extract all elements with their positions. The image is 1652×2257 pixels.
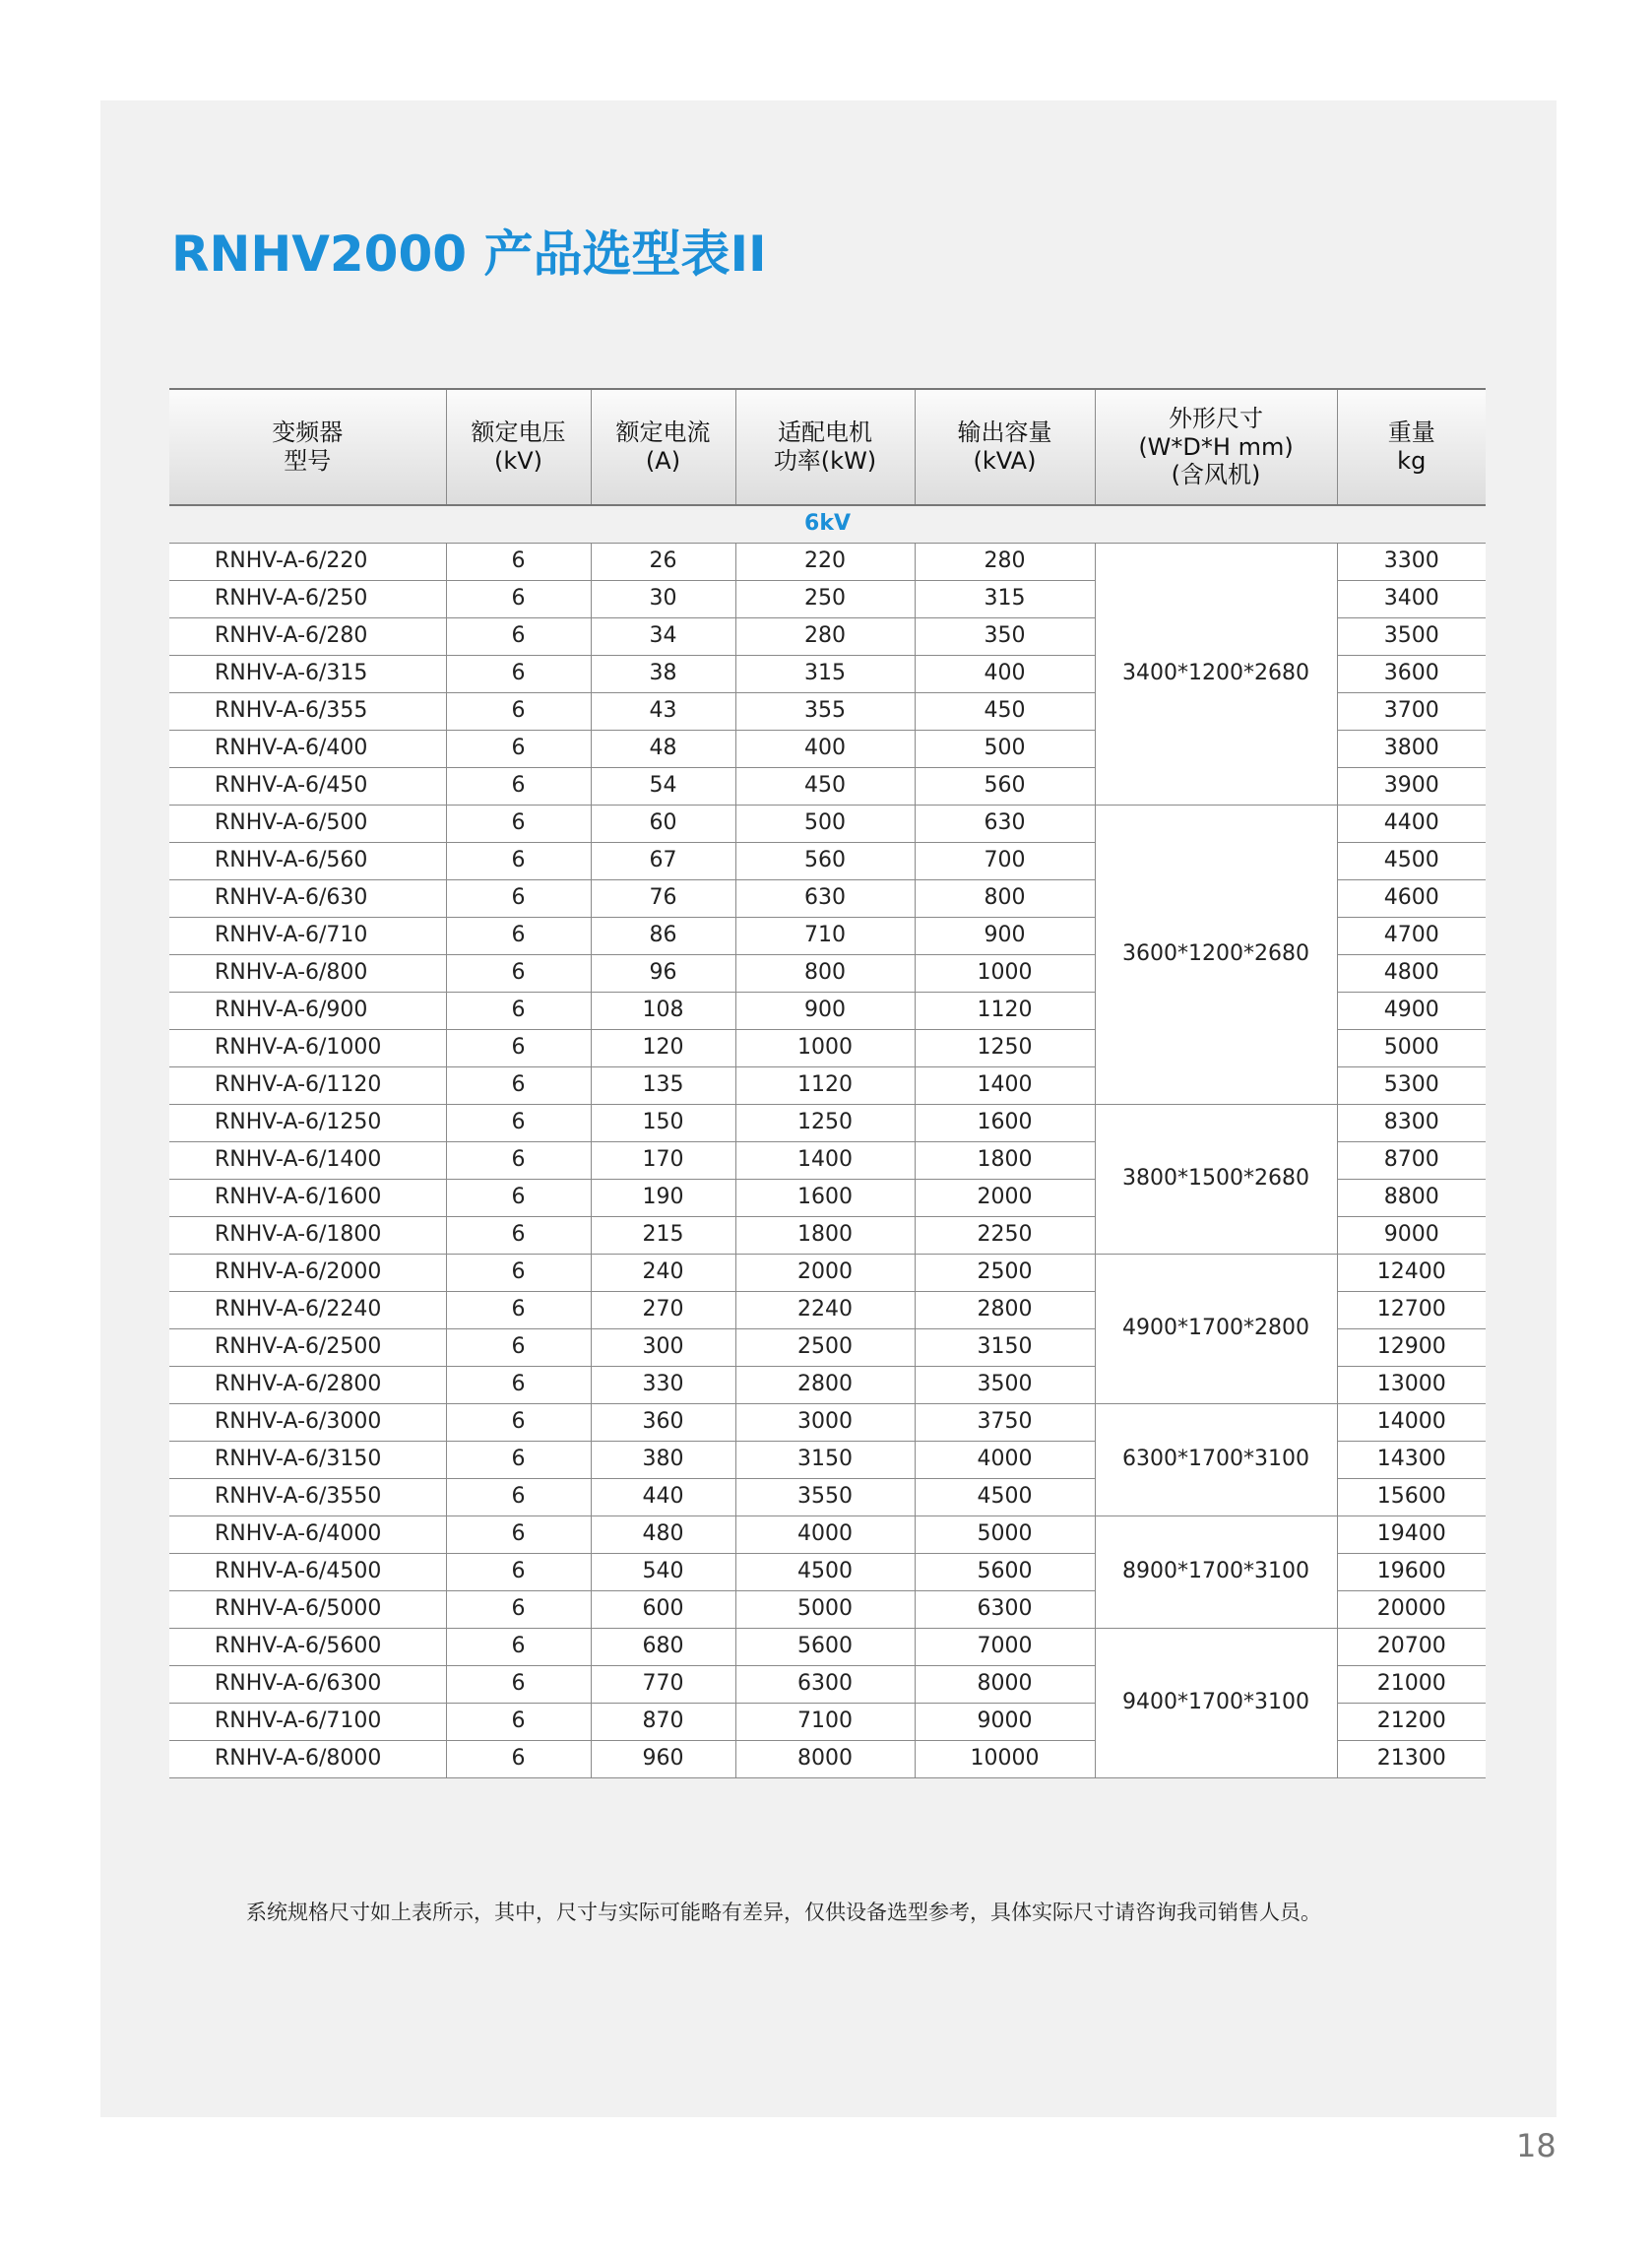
motor-power-cell: 450 (735, 768, 915, 806)
voltage-cell: 6 (446, 1105, 591, 1142)
dimensions-cell: 6300*1700*3100 (1095, 1404, 1337, 1516)
page-title: RNHV2000 产品选型表II (171, 226, 767, 283)
motor-power-cell: 250 (735, 581, 915, 618)
weight-cell: 3500 (1337, 618, 1486, 656)
motor-power-cell: 2800 (735, 1367, 915, 1404)
footnote: 系统规格尺寸如上表所示，其中，尺寸与实际可能略有差异，仅供设备选型参考，具体实际尺寸请咨询我司销售人员。 (246, 1901, 1321, 1924)
output-capacity-cell: 315 (915, 581, 1095, 618)
weight-cell: 3400 (1337, 581, 1486, 618)
voltage-group-label: 6kV (169, 505, 1486, 544)
header-line: kg (1397, 447, 1427, 475)
voltage-cell: 6 (446, 768, 591, 806)
weight-cell: 3800 (1337, 731, 1486, 768)
voltage-cell: 6 (446, 1142, 591, 1180)
motor-power-cell: 4500 (735, 1554, 915, 1591)
model-cell: RNHV-A-6/560 (169, 843, 446, 880)
header-line: (W*D*H mm) (1138, 432, 1294, 461)
current-cell: 108 (591, 993, 735, 1030)
weight-cell: 3900 (1337, 768, 1486, 806)
model-cell: RNHV-A-6/355 (169, 693, 446, 731)
header-line: 型号 (284, 447, 332, 475)
output-capacity-cell: 4500 (915, 1479, 1095, 1516)
output-capacity-cell: 5600 (915, 1554, 1095, 1591)
header-voltage (446, 389, 591, 505)
current-cell: 215 (591, 1217, 735, 1255)
weight-cell: 12900 (1337, 1329, 1486, 1367)
table-header-row (169, 389, 1486, 505)
current-cell: 440 (591, 1479, 735, 1516)
current-cell: 270 (591, 1292, 735, 1329)
output-capacity-cell: 1600 (915, 1105, 1095, 1142)
current-cell: 360 (591, 1404, 735, 1442)
voltage-cell: 6 (446, 1516, 591, 1554)
table-row (169, 1629, 1486, 1666)
weight-cell: 20700 (1337, 1629, 1486, 1666)
output-capacity-cell: 1400 (915, 1067, 1095, 1105)
model-cell: RNHV-A-6/3000 (169, 1404, 446, 1442)
motor-power-cell: 7100 (735, 1704, 915, 1741)
voltage-cell: 6 (446, 1442, 591, 1479)
table-row (169, 806, 1486, 843)
dimensions-cell: 3800*1500*2680 (1095, 1105, 1337, 1255)
model-cell: RNHV-A-6/3550 (169, 1479, 446, 1516)
current-cell: 76 (591, 880, 735, 918)
current-cell: 150 (591, 1105, 735, 1142)
current-cell: 330 (591, 1367, 735, 1404)
output-capacity-cell: 630 (915, 806, 1095, 843)
motor-power-cell: 6300 (735, 1666, 915, 1704)
weight-cell: 13000 (1337, 1367, 1486, 1404)
model-cell: RNHV-A-6/5600 (169, 1629, 446, 1666)
output-capacity-cell: 2250 (915, 1217, 1095, 1255)
header-line: 功率(kW) (773, 447, 877, 475)
motor-power-cell: 3550 (735, 1479, 915, 1516)
voltage-cell: 6 (446, 1704, 591, 1741)
motor-power-cell: 3000 (735, 1404, 915, 1442)
table-row (169, 1105, 1486, 1142)
voltage-group-row (169, 505, 1486, 544)
motor-power-cell: 315 (735, 656, 915, 693)
voltage-cell: 6 (446, 1741, 591, 1778)
output-capacity-cell: 5000 (915, 1516, 1095, 1554)
model-cell: RNHV-A-6/1120 (169, 1067, 446, 1105)
current-cell: 43 (591, 693, 735, 731)
voltage-cell: 6 (446, 1292, 591, 1329)
output-capacity-cell: 10000 (915, 1741, 1095, 1778)
motor-power-cell: 400 (735, 731, 915, 768)
model-cell: RNHV-A-6/5000 (169, 1591, 446, 1629)
voltage-cell: 6 (446, 1554, 591, 1591)
voltage-cell: 6 (446, 544, 591, 581)
table-row (169, 1255, 1486, 1292)
model-cell: RNHV-A-6/710 (169, 918, 446, 955)
table-row (169, 544, 1486, 581)
output-capacity-cell: 560 (915, 768, 1095, 806)
voltage-cell: 6 (446, 1666, 591, 1704)
weight-cell: 14300 (1337, 1442, 1486, 1479)
table-row (169, 1404, 1486, 1442)
current-cell: 54 (591, 768, 735, 806)
dimensions-cell: 3600*1200*2680 (1095, 806, 1337, 1105)
motor-power-cell: 1800 (735, 1217, 915, 1255)
page-number: 18 (1516, 2127, 1557, 2164)
header-line: 额定电压 (471, 419, 566, 447)
output-capacity-cell: 3150 (915, 1329, 1095, 1367)
header-line: (kV) (493, 447, 543, 475)
motor-power-cell: 710 (735, 918, 915, 955)
voltage-cell: 6 (446, 1067, 591, 1105)
weight-cell: 8700 (1337, 1142, 1486, 1180)
current-cell: 770 (591, 1666, 735, 1704)
output-capacity-cell: 9000 (915, 1704, 1095, 1741)
model-cell: RNHV-A-6/800 (169, 955, 446, 993)
current-cell: 34 (591, 618, 735, 656)
model-cell: RNHV-A-6/1250 (169, 1105, 446, 1142)
header-line: (kVA) (973, 447, 1037, 475)
voltage-cell: 6 (446, 618, 591, 656)
voltage-cell: 6 (446, 1404, 591, 1442)
motor-power-cell: 5600 (735, 1629, 915, 1666)
voltage-cell: 6 (446, 656, 591, 693)
motor-power-cell: 2500 (735, 1329, 915, 1367)
motor-power-cell: 500 (735, 806, 915, 843)
voltage-cell: 6 (446, 731, 591, 768)
voltage-cell: 6 (446, 581, 591, 618)
output-capacity-cell: 1000 (915, 955, 1095, 993)
weight-cell: 20000 (1337, 1591, 1486, 1629)
output-capacity-cell: 900 (915, 918, 1095, 955)
output-capacity-cell: 450 (915, 693, 1095, 731)
model-cell: RNHV-A-6/3150 (169, 1442, 446, 1479)
dimensions-cell: 3400*1200*2680 (1095, 544, 1337, 806)
header-weight (1337, 389, 1486, 505)
motor-power-cell: 630 (735, 880, 915, 918)
voltage-cell: 6 (446, 918, 591, 955)
motor-power-cell: 220 (735, 544, 915, 581)
model-cell: RNHV-A-6/1600 (169, 1180, 446, 1217)
current-cell: 240 (591, 1255, 735, 1292)
weight-cell: 21300 (1337, 1741, 1486, 1778)
model-cell: RNHV-A-6/280 (169, 618, 446, 656)
voltage-cell: 6 (446, 1629, 591, 1666)
model-cell: RNHV-A-6/220 (169, 544, 446, 581)
weight-cell: 19400 (1337, 1516, 1486, 1554)
header-current (591, 389, 735, 505)
weight-cell: 12400 (1337, 1255, 1486, 1292)
current-cell: 380 (591, 1442, 735, 1479)
dimensions-cell: 8900*1700*3100 (1095, 1516, 1337, 1629)
output-capacity-cell: 500 (915, 731, 1095, 768)
motor-power-cell: 4000 (735, 1516, 915, 1554)
model-cell: RNHV-A-6/250 (169, 581, 446, 618)
weight-cell: 9000 (1337, 1217, 1486, 1255)
model-cell: RNHV-A-6/4000 (169, 1516, 446, 1554)
voltage-cell: 6 (446, 880, 591, 918)
header-line: (A) (645, 447, 681, 475)
motor-power-cell: 280 (735, 618, 915, 656)
motor-power-cell: 5000 (735, 1591, 915, 1629)
output-capacity-cell: 2500 (915, 1255, 1095, 1292)
voltage-cell: 6 (446, 993, 591, 1030)
motor-power-cell: 1000 (735, 1030, 915, 1067)
weight-cell: 5300 (1337, 1067, 1486, 1105)
model-cell: RNHV-A-6/4500 (169, 1554, 446, 1591)
weight-cell: 5000 (1337, 1030, 1486, 1067)
model-cell: RNHV-A-6/6300 (169, 1666, 446, 1704)
current-cell: 96 (591, 955, 735, 993)
model-cell: RNHV-A-6/2000 (169, 1255, 446, 1292)
weight-cell: 14000 (1337, 1404, 1486, 1442)
weight-cell: 4700 (1337, 918, 1486, 955)
current-cell: 480 (591, 1516, 735, 1554)
output-capacity-cell: 4000 (915, 1442, 1095, 1479)
output-capacity-cell: 8000 (915, 1666, 1095, 1704)
output-capacity-cell: 1800 (915, 1142, 1095, 1180)
output-capacity-cell: 1120 (915, 993, 1095, 1030)
voltage-cell: 6 (446, 1329, 591, 1367)
weight-cell: 8300 (1337, 1105, 1486, 1142)
current-cell: 48 (591, 731, 735, 768)
current-cell: 26 (591, 544, 735, 581)
weight-cell: 4400 (1337, 806, 1486, 843)
header-line: (含风机) (1171, 461, 1261, 489)
model-cell: RNHV-A-6/7100 (169, 1704, 446, 1741)
header-dimensions (1095, 389, 1337, 505)
output-capacity-cell: 6300 (915, 1591, 1095, 1629)
model-cell: RNHV-A-6/2800 (169, 1367, 446, 1404)
output-capacity-cell: 3750 (915, 1404, 1095, 1442)
current-cell: 680 (591, 1629, 735, 1666)
current-cell: 60 (591, 806, 735, 843)
model-cell: RNHV-A-6/2240 (169, 1292, 446, 1329)
header-model (169, 389, 446, 505)
output-capacity-cell: 3500 (915, 1367, 1095, 1404)
output-capacity-cell: 2000 (915, 1180, 1095, 1217)
header-line: 外形尺寸 (1169, 404, 1263, 432)
weight-cell: 19600 (1337, 1554, 1486, 1591)
voltage-cell: 6 (446, 1030, 591, 1067)
weight-cell: 12700 (1337, 1292, 1486, 1329)
output-capacity-cell: 700 (915, 843, 1095, 880)
model-cell: RNHV-A-6/450 (169, 768, 446, 806)
dimensions-cell: 9400*1700*3100 (1095, 1629, 1337, 1778)
motor-power-cell: 8000 (735, 1741, 915, 1778)
dimensions-cell: 4900*1700*2800 (1095, 1255, 1337, 1404)
motor-power-cell: 1120 (735, 1067, 915, 1105)
weight-cell: 15600 (1337, 1479, 1486, 1516)
weight-cell: 4900 (1337, 993, 1486, 1030)
voltage-cell: 6 (446, 693, 591, 731)
weight-cell: 3600 (1337, 656, 1486, 693)
output-capacity-cell: 2800 (915, 1292, 1095, 1329)
output-capacity-cell: 280 (915, 544, 1095, 581)
model-cell: RNHV-A-6/2500 (169, 1329, 446, 1367)
voltage-cell: 6 (446, 1180, 591, 1217)
header-line: 重量 (1387, 419, 1435, 447)
output-capacity-cell: 1250 (915, 1030, 1095, 1067)
weight-cell: 3300 (1337, 544, 1486, 581)
weight-cell: 4500 (1337, 843, 1486, 880)
motor-power-cell: 3150 (735, 1442, 915, 1479)
current-cell: 190 (591, 1180, 735, 1217)
weight-cell: 21000 (1337, 1666, 1486, 1704)
motor-power-cell: 1400 (735, 1142, 915, 1180)
weight-cell: 4600 (1337, 880, 1486, 918)
current-cell: 86 (591, 918, 735, 955)
current-cell: 870 (591, 1704, 735, 1741)
voltage-cell: 6 (446, 1591, 591, 1629)
header-line: 变频器 (272, 419, 344, 447)
model-cell: RNHV-A-6/500 (169, 806, 446, 843)
motor-power-cell: 900 (735, 993, 915, 1030)
weight-cell: 8800 (1337, 1180, 1486, 1217)
current-cell: 540 (591, 1554, 735, 1591)
output-capacity-cell: 800 (915, 880, 1095, 918)
motor-power-cell: 1250 (735, 1105, 915, 1142)
model-cell: RNHV-A-6/1000 (169, 1030, 446, 1067)
voltage-cell: 6 (446, 1367, 591, 1404)
model-cell: RNHV-A-6/8000 (169, 1741, 446, 1778)
model-cell: RNHV-A-6/315 (169, 656, 446, 693)
current-cell: 38 (591, 656, 735, 693)
output-capacity-cell: 400 (915, 656, 1095, 693)
current-cell: 67 (591, 843, 735, 880)
motor-power-cell: 2240 (735, 1292, 915, 1329)
output-capacity-cell: 7000 (915, 1629, 1095, 1666)
header-output-capacity (915, 389, 1095, 505)
motor-power-cell: 560 (735, 843, 915, 880)
voltage-cell: 6 (446, 806, 591, 843)
voltage-cell: 6 (446, 843, 591, 880)
current-cell: 170 (591, 1142, 735, 1180)
header-motor-power (735, 389, 915, 505)
weight-cell: 4800 (1337, 955, 1486, 993)
voltage-cell: 6 (446, 1255, 591, 1292)
motor-power-cell: 355 (735, 693, 915, 731)
current-cell: 300 (591, 1329, 735, 1367)
motor-power-cell: 2000 (735, 1255, 915, 1292)
motor-power-cell: 1600 (735, 1180, 915, 1217)
model-cell: RNHV-A-6/1800 (169, 1217, 446, 1255)
table-row (169, 1516, 1486, 1554)
voltage-cell: 6 (446, 1217, 591, 1255)
header-line: 额定电流 (615, 419, 711, 447)
model-cell: RNHV-A-6/630 (169, 880, 446, 918)
voltage-cell: 6 (446, 1479, 591, 1516)
voltage-cell: 6 (446, 955, 591, 993)
current-cell: 120 (591, 1030, 735, 1067)
weight-cell: 3700 (1337, 693, 1486, 731)
current-cell: 30 (591, 581, 735, 618)
current-cell: 135 (591, 1067, 735, 1105)
current-cell: 600 (591, 1591, 735, 1629)
motor-power-cell: 800 (735, 955, 915, 993)
weight-cell: 21200 (1337, 1704, 1486, 1741)
current-cell: 960 (591, 1741, 735, 1778)
selection-table (169, 388, 1486, 1778)
output-capacity-cell: 350 (915, 618, 1095, 656)
model-cell: RNHV-A-6/400 (169, 731, 446, 768)
model-cell: RNHV-A-6/1400 (169, 1142, 446, 1180)
model-cell: RNHV-A-6/900 (169, 993, 446, 1030)
header-line: 输出容量 (957, 419, 1052, 447)
header-line: 适配电机 (778, 419, 872, 447)
